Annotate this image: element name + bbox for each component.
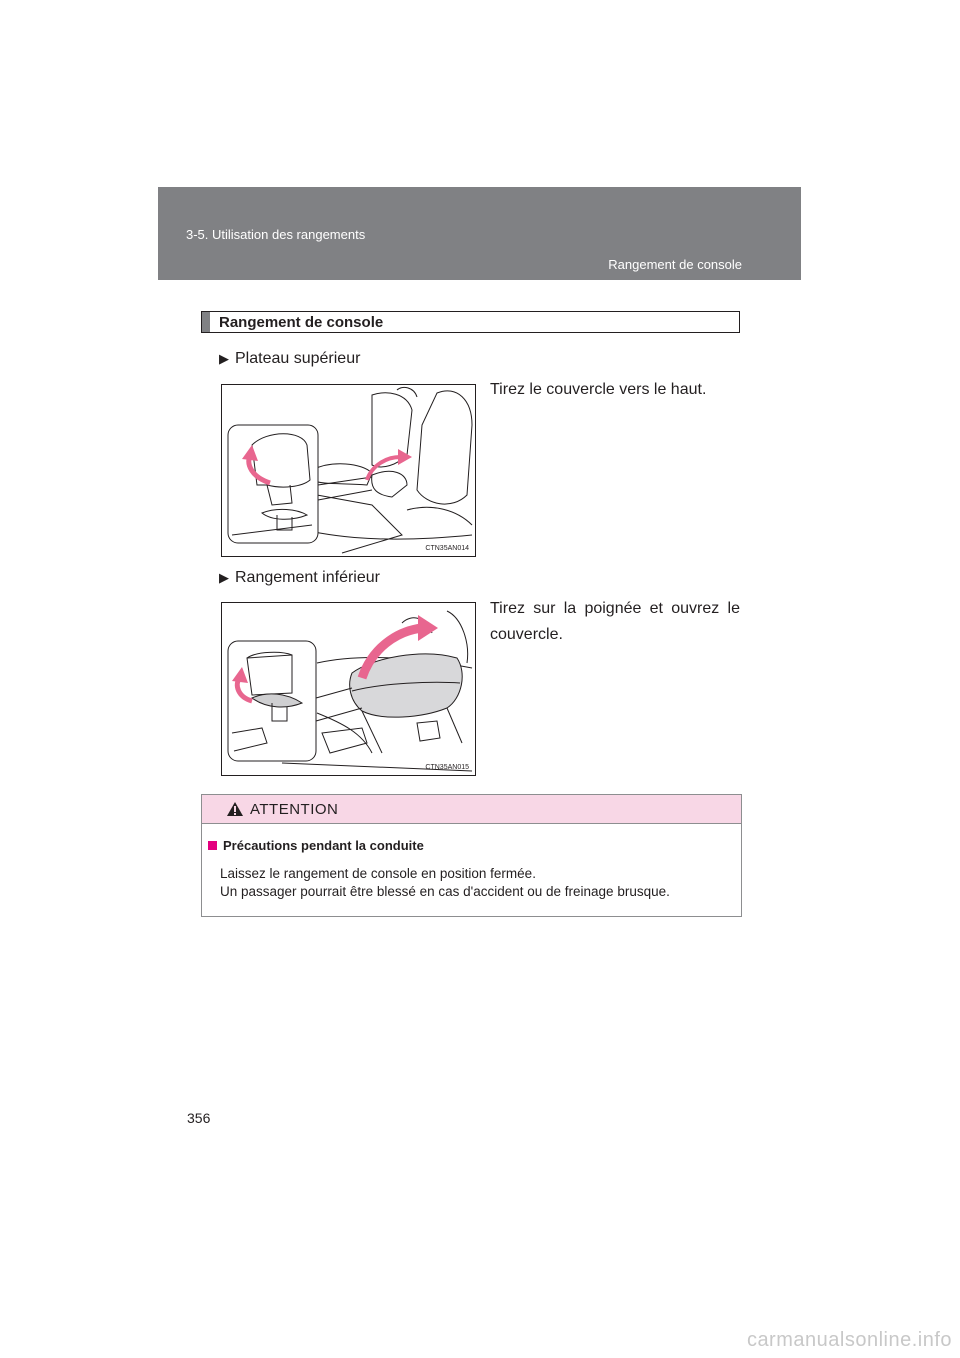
console-upper-illustration <box>222 385 475 556</box>
attention-box <box>201 794 742 917</box>
section-heading: Rangement de console <box>219 313 384 331</box>
page-number: 356 <box>187 1110 211 1126</box>
attention-text: Un passager pourrait être blessé en cas d'accident ou de freinage brusque. <box>220 884 670 899</box>
page-header <box>158 187 801 280</box>
triangle-right-icon: ▶ <box>219 570 229 585</box>
item-lower-storage <box>219 569 380 587</box>
section-title: Rangement de console <box>608 257 742 272</box>
triangle-right-icon: ▶ <box>219 351 229 366</box>
figure-code: CTN35AN015 <box>425 764 469 771</box>
item-description: Tirez sur la poignée et ouvrez le couvercle. <box>490 600 740 643</box>
console-lower-illustration <box>222 603 475 775</box>
figure-lower-storage <box>221 602 476 776</box>
item-label: Rangement inférieur <box>235 569 380 586</box>
figure-code: CTN35AN014 <box>425 545 469 552</box>
heading-marker <box>202 312 210 332</box>
item-description: Tirez le couvercle vers le haut. <box>490 381 707 398</box>
watermark-text: carmanualsonline.info <box>746 1329 952 1351</box>
attention-heading: Précautions pendant la conduite <box>223 838 424 853</box>
attention-text: Laissez le rangement de console en position fermée. <box>220 866 536 881</box>
attention-header <box>202 795 741 824</box>
square-bullet-icon <box>208 841 217 850</box>
section-heading-box <box>201 311 740 333</box>
attention-item <box>208 838 424 853</box>
warning-icon <box>226 801 244 817</box>
figure-upper-tray <box>221 384 476 557</box>
item-label: Plateau supérieur <box>235 350 361 367</box>
item-upper-tray <box>219 350 360 368</box>
attention-label: ATTENTION <box>250 800 339 818</box>
chapter-title: 3-5. Utilisation des rangements <box>186 227 366 242</box>
